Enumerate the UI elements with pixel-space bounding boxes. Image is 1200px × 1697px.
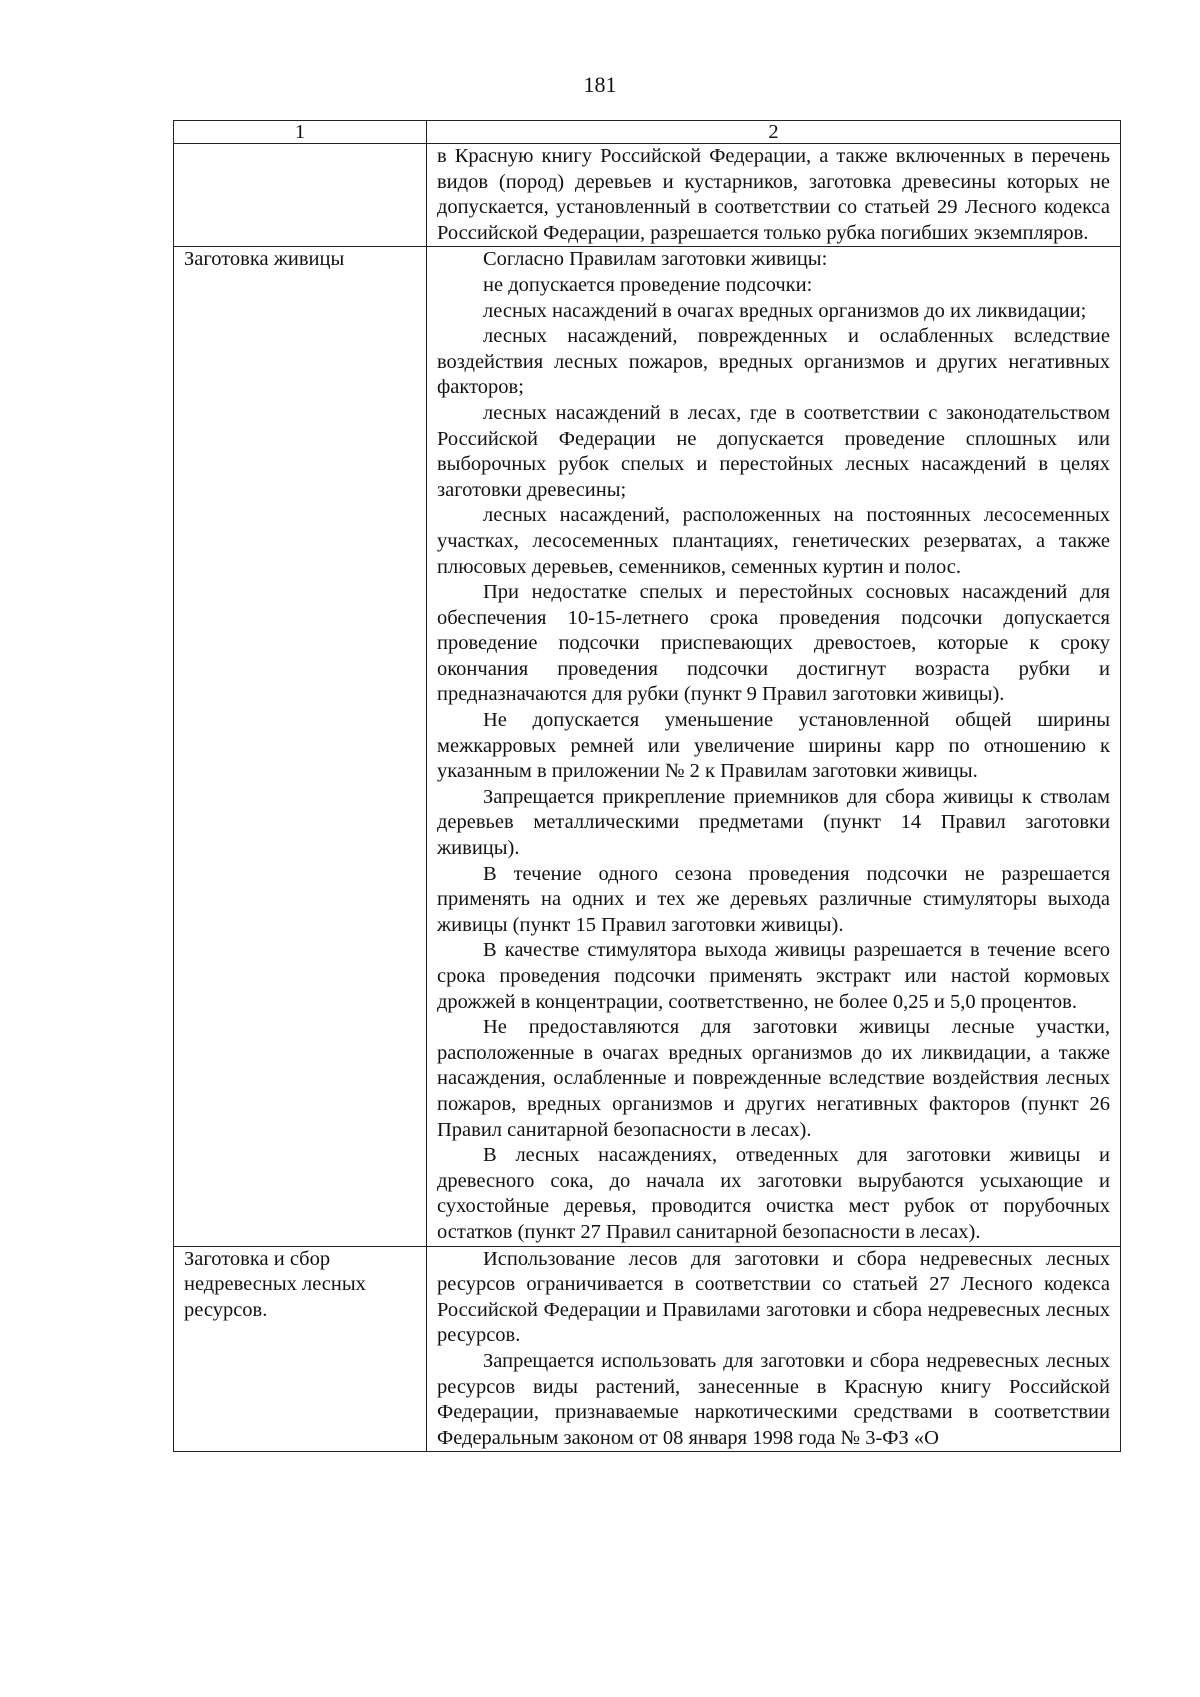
paragraph: лесных насаждений, поврежденных и ослабленных вследствие воздействия лесных пожаров, вредных организмов и других негативных факторов; bbox=[437, 325, 1110, 399]
table-row bbox=[174, 1246, 1121, 1452]
paragraph: Запрещается использовать для заготовки и сбора недревесных лесных ресурсов виды растений, занесенные в Красную книгу Российской Федерации, признаваемые наркотическими средствами в соответствии Федеральным законом от 08 января 1998 года № 3-ФЗ «О bbox=[437, 1349, 1110, 1449]
paragraph: Использование лесов для заготовки и сбора недревесных лесных ресурсов ограничивается в соответствии со статьей 27 Лесного кодекса Российской Федерации и Правилами заготовки и сбора недревесных лесных ресурсов. bbox=[437, 1247, 1110, 1347]
paragraph: Запрещается прикрепление приемников для сбора живицы к стволам деревьев металлическими предметами (пункт 14 Правил заготовки живицы). bbox=[437, 785, 1110, 860]
paragraph: лесных насаждений в лесах, где в соответствии с законодательством Российской Федерации не допускается проведение сплошных или выборочных рубок спелых и перестойных лесных насаждений в целях заготовки древесины; bbox=[437, 401, 1110, 501]
paragraph: лесных насаждений в очагах вредных организмов до их ликвидации; bbox=[483, 299, 1087, 322]
column-header-2: 2 bbox=[427, 121, 1121, 144]
regulations-table bbox=[173, 120, 1121, 1452]
table-row bbox=[174, 144, 1121, 247]
paragraph: Не предоставляются для заготовки живицы лесные участки, расположенные в очагах вредных организмов до их ликвидации, а также насаждения, ослабленные и поврежденные вследствие воздействия лесных пожаров, вредных организмов и других негативных факторов (пункт 26 Правил санитарной безопасности в лесах). bbox=[437, 1016, 1110, 1141]
paragraph: в Красную книгу Российской Федерации, а также включенных в перечень видов (пород) деревьев и кустарников, заготовка древесины которых не допускается, установленный в соответствии со статьей 29 Лесного кодекса Российской Федерации, разрешается только рубка погибших экземпляров. bbox=[437, 145, 1110, 244]
paragraph: В течение одного сезона проведения подсочки не разрешается применять на одних и тех же деревьях различные стимуляторы выхода живицы (пункт 15 Правил заготовки живицы). bbox=[437, 862, 1110, 936]
row-label: Заготовка и сбор недревесных лесных ресурсов. bbox=[174, 1246, 427, 1452]
paragraph: не допускается проведение подсочки: bbox=[483, 273, 813, 296]
table-header-row bbox=[174, 121, 1121, 144]
row-label: Заготовка живицы bbox=[174, 247, 427, 1246]
paragraph: В лесных насаждениях, отведенных для заготовки живицы и древесного сока, до начала их заготовки вырубаются усыхающие и сухостойные деревья, проводится очистка мест рубок от порубочных остатков (пункт 27 Правил санитарной безопасности в лесах). bbox=[437, 1144, 1110, 1243]
row-content bbox=[427, 1246, 1121, 1452]
paragraph: Согласно Правилам заготовки живицы: bbox=[483, 248, 828, 271]
row-content bbox=[427, 144, 1121, 247]
paragraph: лесных насаждений, расположенных на постоянных лесосеменных участках, лесосеменных плантациях, генетических резерватах, а также плюсовых деревьев, семенников, семенных куртин и полос. bbox=[437, 504, 1110, 578]
paragraph: Не допускается уменьшение установленной общей ширины межкарровых ремней или увеличение ширины карр по отношению к указанным в приложении № 2 к Правилам заготовки живицы. bbox=[437, 709, 1110, 783]
page-number: 181 bbox=[583, 72, 617, 97]
column-header-1: 1 bbox=[174, 121, 427, 144]
row-label bbox=[174, 144, 427, 247]
row-content bbox=[427, 247, 1121, 1246]
table-row bbox=[174, 247, 1121, 1246]
paragraph: При недостатке спелых и перестойных сосновых насаждений для обеспечения 10-15-летнего срока проведения подсочки допускается проведение подсочки приспевающих древостоев, которые к сроку окончания проведения подсочки достигнут возраста рубки и предназначаются для рубки (пункт 9 Правил заготовки живицы). bbox=[437, 581, 1110, 706]
paragraph: В качестве стимулятора выхода живицы разрешается в течение всего срока проведения подсочки применять экстракт или настой кормовых дрожжей в концентрации, соответственно, не более 0,25 и 5,0 процентов. bbox=[437, 939, 1110, 1013]
